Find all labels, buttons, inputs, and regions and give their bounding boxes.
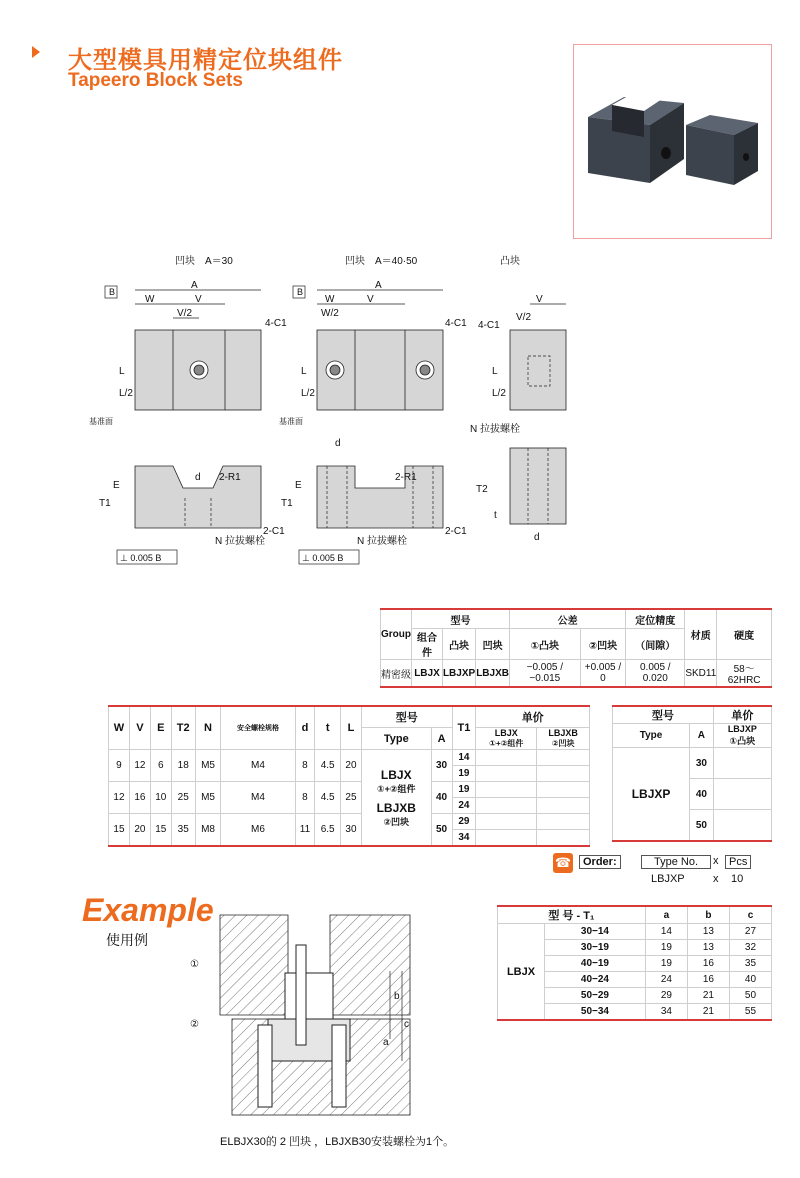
abc-h-a: a	[645, 906, 687, 924]
spec-hardness-header: 硬度	[717, 609, 772, 660]
spec-positioning-header: 定位精度	[626, 609, 685, 629]
dims-cell: M4	[221, 750, 295, 782]
abc-cell: 30−19	[545, 940, 646, 956]
lbjxp-a-header: A	[690, 724, 714, 748]
spec-row-convex: LBJXP	[442, 660, 475, 688]
dims-cell: 16	[129, 782, 150, 814]
abc-cell: 16	[687, 972, 729, 988]
view2-dim-l2: L/2	[301, 388, 315, 399]
spec-row-group: 精密级	[381, 660, 412, 688]
dims-h-a: A	[431, 728, 452, 750]
lbjxp-price-header: 单价	[713, 706, 771, 724]
abc-group: LBJX	[498, 924, 545, 1021]
price-cell	[476, 782, 537, 798]
lbjxp-type-value: LBJXP	[613, 748, 690, 842]
view2-dim-v: V	[367, 294, 374, 305]
spec-gap-header: （间隙）	[626, 629, 685, 660]
abc-cell: 30−14	[545, 924, 646, 940]
example-dim-c: c	[404, 1019, 409, 1030]
abc-cell: 19	[645, 956, 687, 972]
dims-t1-cell: 34	[452, 830, 476, 847]
dims-h-t: t	[315, 706, 341, 750]
spec-tol-convex-header: ①凸块	[509, 629, 580, 660]
view1-n-bolt: N 拉拔螺栓	[215, 536, 265, 547]
dims-cell: M5	[195, 750, 221, 782]
view3-title: 凸块	[500, 256, 520, 267]
dims-cell: M4	[221, 782, 295, 814]
example-marker2: ②	[190, 1019, 199, 1030]
abc-cell: 34	[645, 1004, 687, 1021]
order-pcs: Pcs	[725, 855, 751, 869]
order-qty: 10	[731, 873, 744, 885]
spec-tol-concave-header: ②凹块	[580, 629, 626, 660]
example-title-cn: 使用例	[106, 932, 148, 948]
dims-cell: 10	[150, 782, 171, 814]
order-box	[553, 853, 778, 889]
abc-table	[497, 905, 772, 1021]
dims-h-price: 单价	[476, 706, 590, 728]
phone-icon: ☎	[553, 853, 573, 873]
dims-cell: 25	[341, 782, 362, 814]
price-cell	[713, 748, 771, 779]
price-cell	[476, 814, 537, 830]
abc-cell: 50−29	[545, 988, 646, 1004]
example-canvas	[190, 915, 430, 1135]
dims-cell: 4.5	[315, 750, 341, 782]
price-cell	[537, 766, 590, 782]
dims-cell: 6	[150, 750, 171, 782]
convex-drawing-canvas	[470, 248, 590, 548]
lbjxp-a-cell: 40	[690, 779, 714, 810]
lbjxp-type-header: 型号	[613, 706, 714, 724]
dims-cell: 30	[341, 814, 362, 847]
order-label: Order:	[579, 855, 621, 869]
view1-dim-t1: T1	[99, 498, 111, 509]
abc-cell: 13	[687, 940, 729, 956]
price-cell	[713, 810, 771, 842]
dims-h-d: d	[295, 706, 315, 750]
dims-h-price-lbjx: LBJX ①+②组件	[476, 728, 537, 750]
view1-dim-2c1: 2-C1	[263, 526, 285, 537]
view2-dim-a: A	[375, 280, 382, 291]
price-cell	[537, 798, 590, 814]
dims-h-l: L	[341, 706, 362, 750]
abc-cell: 35	[729, 956, 771, 972]
view2-dim-4c1: 4-C1	[445, 318, 467, 329]
order-type-no: Type No.	[641, 855, 711, 869]
dims-a-cell: 30	[431, 750, 452, 782]
dims-cell: 11	[295, 814, 315, 847]
abc-cell: 16	[687, 956, 729, 972]
abc-h-type: 型 号 - T₁	[498, 906, 646, 924]
view1-base-face: 基准面	[89, 417, 113, 426]
view2-n-bolt: N 拉拔螺栓	[357, 536, 407, 547]
view1-dim-w: W	[145, 294, 155, 305]
price-cell	[537, 782, 590, 798]
view1-perp-tol: ⊥ 0.005 B	[120, 553, 162, 563]
view2-title: 凹块 A＝40·50	[345, 256, 418, 267]
drawing-canvas	[89, 248, 495, 578]
spec-convex-header: 凸块	[442, 629, 475, 660]
dims-h-v: V	[129, 706, 150, 750]
view2-dim-w2: W/2	[321, 308, 339, 319]
dims-h-price-lbjxb: LBJXB ②凹块	[537, 728, 590, 750]
view3-dim-t2: T2	[476, 484, 488, 495]
example-drawing	[190, 915, 430, 1140]
dims-a-cell: 40	[431, 782, 452, 814]
spec-material-header: 材质	[685, 609, 717, 660]
view2-perp-tol: ⊥ 0.005 B	[302, 553, 344, 563]
dims-h-t1: T1	[452, 706, 476, 750]
dims-h-safety: 安全螺栓规格	[221, 706, 295, 750]
dims-cell: 9	[109, 750, 130, 782]
view3-n-bolt: N 拉拔螺栓	[470, 424, 520, 435]
abc-cell: 29	[645, 988, 687, 1004]
spec-row-tol-concave: +0.005 / 0	[580, 660, 626, 688]
dims-cell: 15	[109, 814, 130, 847]
price-cell	[537, 814, 590, 830]
spec-combo-header: 组合件	[412, 629, 443, 660]
lbjxp-type-en: Type	[613, 724, 690, 748]
view1-dim-a: A	[191, 280, 198, 291]
spec-row-material: SKD11	[685, 660, 717, 688]
dims-cell: 6.5	[315, 814, 341, 847]
view2-base-face: 基准面	[279, 417, 303, 426]
view1-dim-l: L	[119, 366, 125, 377]
view3-dim-d: d	[534, 532, 540, 543]
abc-cell: 24	[645, 972, 687, 988]
abc-cell: 21	[687, 988, 729, 1004]
dims-cell: M6	[221, 814, 295, 847]
abc-cell: 19	[645, 940, 687, 956]
dims-cell: 15	[150, 814, 171, 847]
page-title-en: Tapeero Block Sets	[68, 70, 243, 91]
view1-dim-2r1: 2-R1	[219, 472, 241, 483]
view2-dim-l: L	[301, 366, 307, 377]
dims-cell: 20	[129, 814, 150, 847]
page-title-cn: 大型模具用精定位块组件	[68, 47, 343, 74]
abc-cell: 50	[729, 988, 771, 1004]
dims-h-type-en: Type	[361, 728, 431, 750]
example-title-text: Example	[82, 892, 214, 928]
price-cell	[713, 779, 771, 810]
abc-cell: 21	[687, 1004, 729, 1021]
view3-dim-4c1: 4-C1	[478, 320, 500, 331]
dims-cell: M8	[195, 814, 221, 847]
view1-dim-v: V	[195, 294, 202, 305]
view1-dim-d: d	[195, 472, 201, 483]
dims-cell: 20	[341, 750, 362, 782]
dims-cell: 4.5	[315, 782, 341, 814]
abc-cell: 32	[729, 940, 771, 956]
view2-dim-2r1: 2-R1	[395, 472, 417, 483]
view1-datum-b: B	[109, 287, 116, 297]
order-example-type: LBJXP	[651, 873, 685, 885]
spec-group-header: Group	[381, 609, 412, 660]
abc-cell: 55	[729, 1004, 771, 1021]
view1-dim-v2: V/2	[177, 308, 193, 319]
example-marker1: ①	[190, 959, 199, 970]
view1-dim-l2: L/2	[119, 388, 133, 399]
spec-row-tol-convex: −0.005 / −0.015	[509, 660, 580, 688]
dims-h-w: W	[109, 706, 130, 750]
abc-h-b: b	[687, 906, 729, 924]
lbjxp-a-cell: 30	[690, 748, 714, 779]
price-cell	[476, 798, 537, 814]
dims-type-cell: LBJX ①+②组件 LBJXB ②凹块	[361, 750, 431, 847]
price-cell	[537, 750, 590, 766]
abc-cell: 40	[729, 972, 771, 988]
lbjxp-table	[612, 705, 772, 842]
lbjxp-a-cell: 50	[690, 810, 714, 842]
section-marker-icon	[32, 46, 40, 58]
abc-cell: 14	[645, 924, 687, 940]
dims-cell: 12	[129, 750, 150, 782]
spec-row-combo: LBJX	[412, 660, 443, 688]
example-dim-b: b	[394, 991, 400, 1002]
view3-dim-l: L	[492, 366, 498, 377]
abc-cell: 50−34	[545, 1004, 646, 1021]
dims-h-t2: T2	[171, 706, 195, 750]
spec-row-concave: LBJXB	[476, 660, 510, 688]
dims-h-type: 型号	[361, 706, 452, 728]
technical-drawings	[89, 248, 495, 583]
view3-dim-v: V	[536, 294, 543, 305]
example-note: ELBJX30的 2 凹块 ，LBJXB30安装螺栓为1个。	[220, 1136, 455, 1148]
dims-a-cell: 50	[431, 814, 452, 847]
view2-dim-2c1: 2-C1	[445, 526, 467, 537]
view3-dim-v2: V/2	[516, 312, 532, 323]
spec-tolerance-header: 公差	[509, 609, 625, 629]
dims-table	[108, 705, 590, 847]
view1-dim-4c1: 4-C1	[265, 318, 287, 329]
dims-h-e: E	[150, 706, 171, 750]
dims-cell: 18	[171, 750, 195, 782]
price-cell	[476, 750, 537, 766]
dims-t1-cell: 29	[452, 814, 476, 830]
dims-cell: 35	[171, 814, 195, 847]
spec-row-hardness: 58～62HRC	[717, 660, 772, 688]
view2-dim-d: d	[335, 438, 341, 449]
view2-dim-e: E	[295, 480, 302, 491]
dims-cell: 12	[109, 782, 130, 814]
view1-title: 凹块 A＝30	[175, 256, 233, 267]
price-cell	[537, 830, 590, 847]
view2-datum-b: B	[297, 287, 304, 297]
dims-t1-cell: 24	[452, 798, 476, 814]
order-x1: x	[713, 855, 719, 867]
dims-t1-cell: 14	[452, 750, 476, 766]
view1-dim-e: E	[113, 480, 120, 491]
abc-cell: 40−19	[545, 956, 646, 972]
dims-cell: M5	[195, 782, 221, 814]
dims-t1-cell: 19	[452, 782, 476, 798]
view3-dim-t: t	[494, 510, 497, 521]
order-x2: x	[713, 873, 719, 885]
dims-h-n: N	[195, 706, 221, 750]
abc-cell: 27	[729, 924, 771, 940]
view2-dim-t1: T1	[281, 498, 293, 509]
price-cell	[476, 766, 537, 782]
abc-h-c: c	[729, 906, 771, 924]
spec-typeno-header: 型号	[412, 609, 510, 629]
abc-cell: 40−24	[545, 972, 646, 988]
convex-drawings	[470, 248, 590, 553]
view2-dim-w: W	[325, 294, 335, 305]
price-cell	[476, 830, 537, 847]
block-set-image	[574, 45, 771, 238]
dims-cell: 25	[171, 782, 195, 814]
abc-cell: 13	[687, 924, 729, 940]
spec-row-positioning: 0.005 / 0.020	[626, 660, 685, 688]
product-photo	[573, 44, 772, 239]
spec-table	[380, 608, 772, 688]
view3-dim-l2: L/2	[492, 388, 506, 399]
dims-cell: 8	[295, 750, 315, 782]
example-dim-a: a	[383, 1037, 389, 1048]
dims-cell: 8	[295, 782, 315, 814]
spec-concave-header: 凹块	[476, 629, 510, 660]
lbjxp-price-sub: LBJXP ①凸块	[713, 724, 771, 748]
dims-t1-cell: 19	[452, 766, 476, 782]
